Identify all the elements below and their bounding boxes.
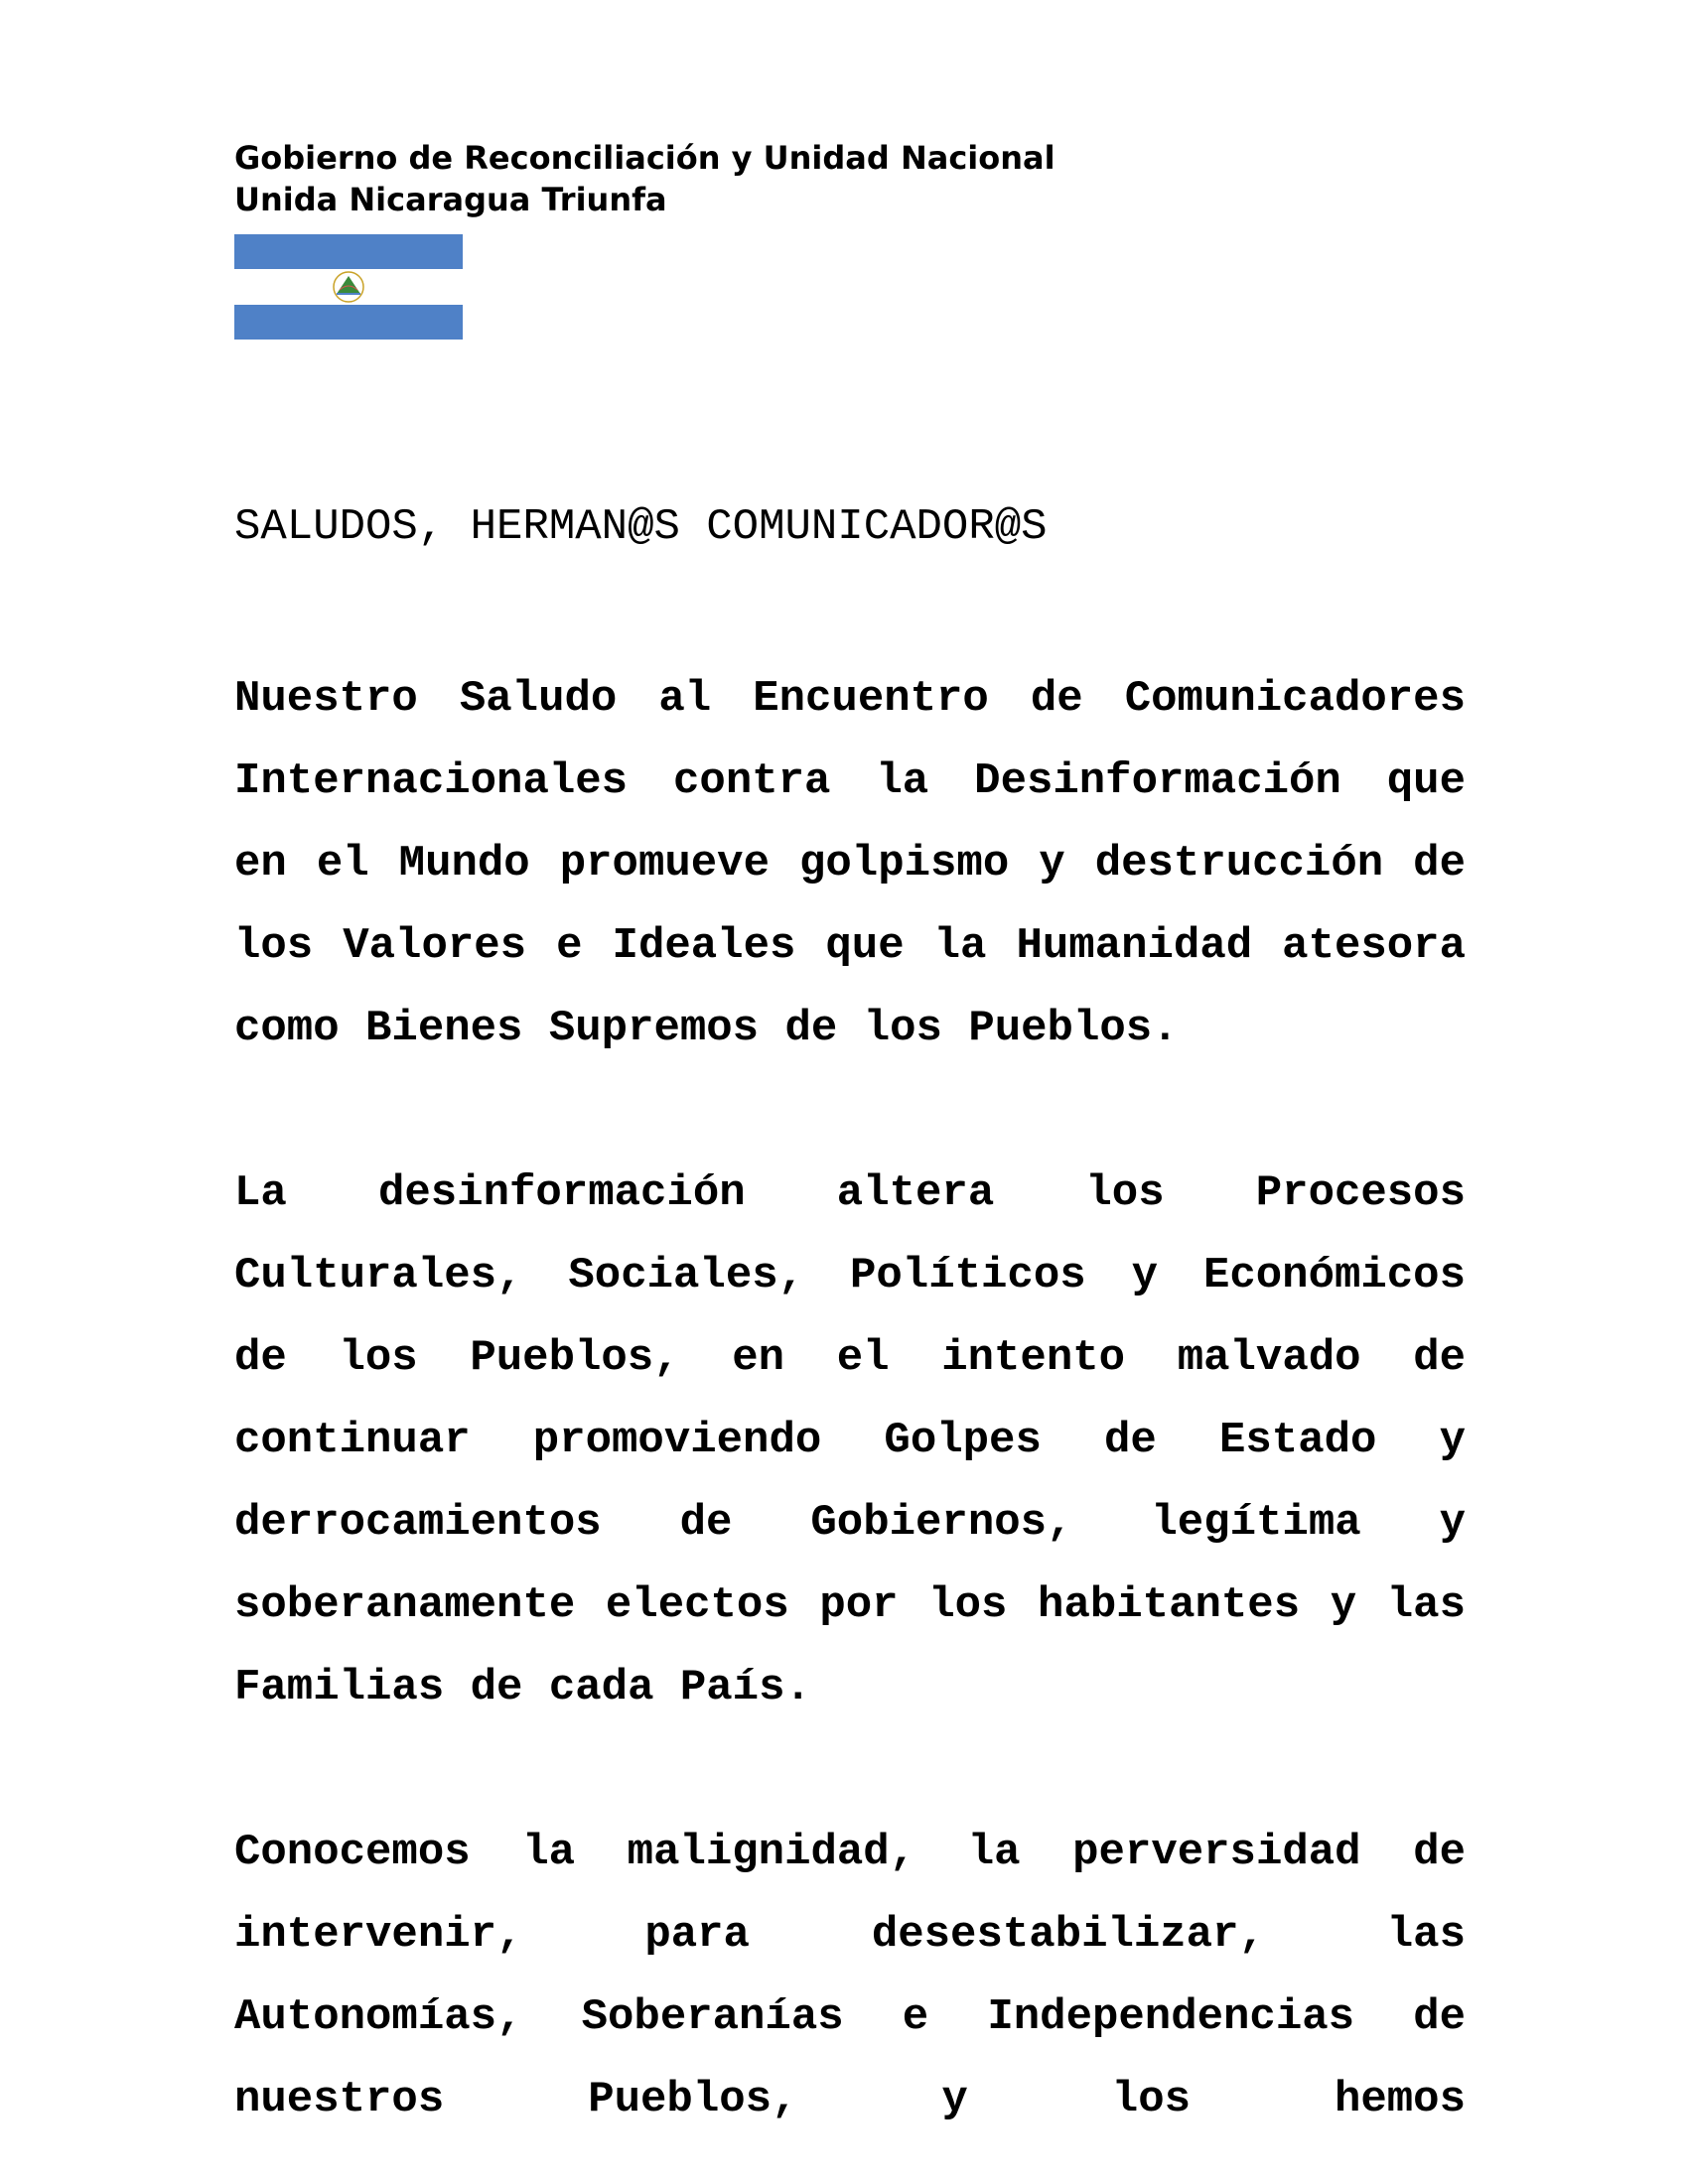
government-slogan: Unida Nicaragua Triunfa: [234, 181, 667, 218]
letter-body: [234, 658, 1466, 2141]
government-name: Gobierno de Reconciliación y Unidad Nacional: [234, 139, 1055, 177]
greeting-heading: SALUDOS, HERMAN@S COMUNICADOR@S: [234, 502, 1048, 552]
paragraph-1: Nuestro Saludo al Encuentro de Comunicadores Internacionales contra la Desinformación que en el Mundo promueve golpismo y destrucción de los Valores e Ideales que la Humanidad atesora como Bienes Supremos de los Pueblos.: [234, 674, 1466, 1053]
paragraph-2: La desinformación altera los Procesos Culturales, Sociales, Políticos y Económicos de los Pueblos, en el intento malvado de continuar promoviendo Golpes de Estado y derrocamientos de Gobiernos, legítima y soberanamente electos por los habitantes y las Familias de cada País.: [234, 1168, 1466, 1712]
nicaragua-flag-icon: [234, 234, 463, 340]
paragraph-3: Conocemos la malignidad, la perversidad de intervenir, para desestabilizar, las Autonomías, Soberanías e Independencias de nuestros Pueblos, y los hemos: [234, 1828, 1466, 2124]
document-header: [234, 137, 1128, 220]
